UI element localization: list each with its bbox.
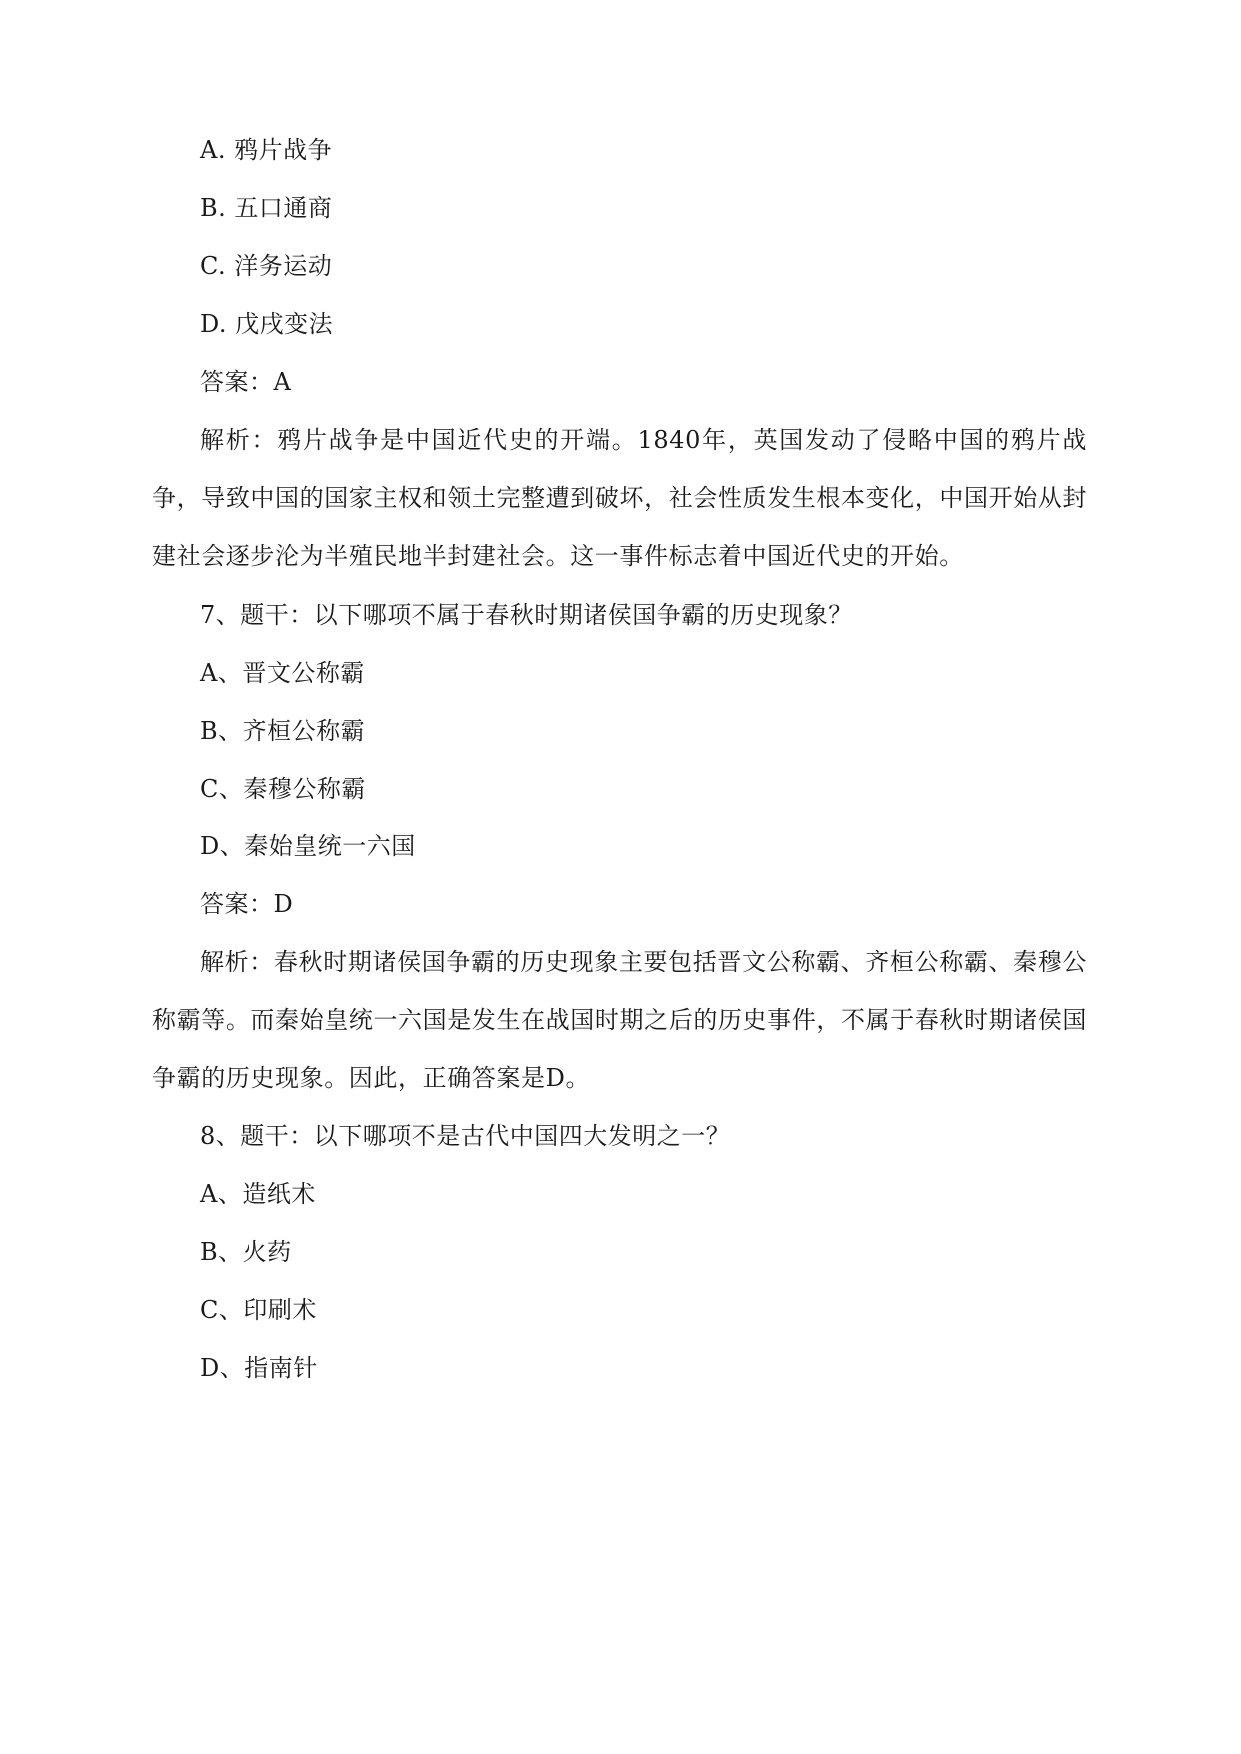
q7-option-d: D、秦始皇统一六国 xyxy=(200,832,416,860)
q7-stem: 7、题干：以下哪项不属于春秋时期诸侯国争霸的历史现象？ xyxy=(200,601,853,629)
q7-answer: 答案：D xyxy=(200,890,294,918)
q6-analysis: 解析：鸦片战争是中国近代史的开端。1840年，英国发动了侵略中国的鸦片战争，导致中国的国家主权和领土完整遭到破坏，社会性质发生根本变化，中国开始从封建社会逐步沦为半殖民地半封建社会。这一事件标志着中国近代史的开始。 xyxy=(152,426,1087,570)
q7-analysis: 解析：春秋时期诸侯国争霸的历史现象主要包括晋文公称霸、齐桓公称霸、秦穆公称霸等。而秦始皇统一六国是发生在战国时期之后的历史事件，不属于春秋时期诸侯国争霸的历史现象。因此，正确答案是D。 xyxy=(152,948,1087,1092)
q8-option-c: C、印刷术 xyxy=(200,1296,317,1324)
q7-option-b: B、齐桓公称霸 xyxy=(200,717,366,745)
q8-option-b: B、火药 xyxy=(200,1238,292,1266)
q6-answer: 答案：A xyxy=(200,368,292,396)
q7-option-a: A、晋文公称霸 xyxy=(200,659,365,687)
q6-option-c: C. 洋务运动 xyxy=(200,252,333,280)
q6-option-d: D. 戊戌变法 xyxy=(200,310,334,338)
q8-stem: 8、题干：以下哪项不是古代中国四大发明之一？ xyxy=(200,1122,731,1150)
q6-option-a: A. 鸦片战争 xyxy=(200,136,333,164)
q6-option-b: B. 五口通商 xyxy=(200,194,333,222)
q8-option-d: D、指南针 xyxy=(200,1354,318,1382)
q7-option-c: C、秦穆公称霸 xyxy=(200,775,366,803)
q8-option-a: A、造纸术 xyxy=(200,1180,316,1208)
